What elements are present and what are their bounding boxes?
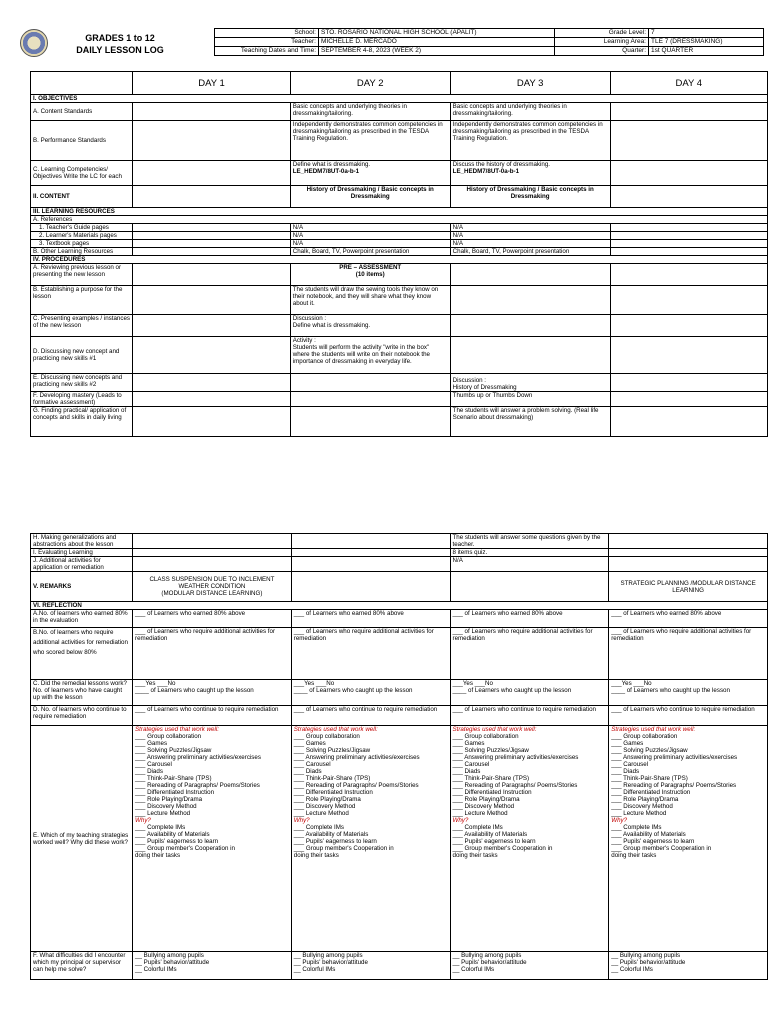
procedure-i-label: I. Evaluating Learning	[31, 549, 133, 557]
reflection-e-day2	[291, 726, 450, 952]
reflection-e-day3	[450, 726, 609, 952]
reflection-b-day3: ___ of Learners who require additional activities for remediation	[450, 628, 609, 680]
procedure-h-day3: The students will answer some questions given by the teacher.	[450, 534, 609, 549]
procedure-c-label: C. Presenting examples / instances of the new lesson	[31, 315, 133, 337]
yes-no-line: ___Yes ___No	[293, 680, 335, 687]
procedure-d-day2: Activity : Students will perform the activity "write in the box" where the students will write on their notebook the importance of dressmaking in everyday life.	[290, 337, 450, 374]
document-title	[60, 32, 180, 56]
procedure-h-label: H. Making generalizations and abstractions about the lesson	[31, 534, 133, 549]
reflection-a-day1: ___ of Learners who earned 80% above	[133, 610, 292, 628]
procedure-a-day2	[290, 264, 450, 286]
yes-no-line: ___Yes ___No	[135, 680, 176, 687]
procedures-heading: IV. PROCEDURES	[31, 256, 768, 264]
content-day3: History of Dressmaking / Basic concepts in Dressmaking	[450, 186, 610, 208]
strategies-list: ___ Group collaboration ___ Games ___ Solving Puzzles/Jigsaw ___ Answering preliminary activities/exercises ___ Carousel ___ Diads ___ Think-Pair-Share (TPS) ___ Rereading of Paragraphs/ Poems/Stories ___ Differentiated Instruction ___ Role Playing/Drama ___ Discovery Method ___ Lecture Method	[135, 733, 261, 817]
procedure-i-day3: 8 items quiz.	[450, 549, 609, 557]
area-value: TLE 7 (DRESSMAKING)	[649, 38, 764, 47]
why-heading: Why?	[452, 817, 469, 824]
procedure-c-day2: Discussion : Define what is dressmaking.	[290, 315, 450, 337]
objectives-heading: I. OBJECTIVES	[31, 95, 768, 103]
reflection-d-day1: ___ of Learners who continue to require remediation	[133, 706, 292, 726]
area-label: Learning Area:	[555, 38, 649, 47]
dates-label: Teaching Dates and Time:	[215, 47, 319, 56]
procedure-a-label: A. Reviewing previous lesson or presenting the new lesson	[31, 264, 133, 286]
competencies-label: C. Learning Competencies/ Objectives Write the LC for each	[31, 161, 133, 186]
header-info-table	[214, 28, 764, 56]
why-heading: Why?	[611, 817, 628, 824]
procedure-b-label: B. Establishing a purpose for the lesson	[31, 286, 133, 315]
caught-up-line: ____ of Learners who caught up the lesson	[135, 687, 254, 694]
teacher-value: MICHELLE D. MERCADO	[319, 38, 555, 47]
quarter-value: 1st QUARTER	[649, 47, 764, 56]
other-resources-day3: Chalk, Board, TV, Powerpoint presentation	[450, 248, 610, 256]
quarter-label: Quarter:	[555, 47, 649, 56]
learners-materials-label: 2. Learner's Materials pages	[31, 232, 133, 240]
textbook-day2: N/A	[290, 240, 450, 248]
title-line-2: DAILY LESSON LOG	[76, 45, 164, 55]
teacher-label: Teacher:	[215, 38, 319, 47]
teachers-guide-day3: N/A	[450, 224, 610, 232]
why-list: ___ Complete IMs ___ Availability of Materials ___ Pupils' eagerness to learn ___ Group member's Cooperation in doing their tasks	[611, 824, 712, 859]
caught-up-line: ____ of Learners who caught up the lesson	[293, 687, 413, 694]
procedure-j-day3: N/A	[450, 557, 609, 572]
learners-materials-day2: N/A	[290, 232, 450, 240]
reflection-c-day1	[133, 680, 292, 706]
strategies-heading: Strategies used that work well:	[135, 726, 219, 733]
reflection-b-day4: ___ of Learners who require additional activities for remediation	[609, 628, 768, 680]
school-label: School:	[215, 29, 319, 38]
pre-assessment-title: PRE – ASSESSMENT	[339, 264, 402, 271]
strategies-heading: Strategies used that work well:	[293, 726, 378, 733]
reflection-d-day3: ___ of Learners who continue to require remediation	[450, 706, 609, 726]
procedure-d-label: D. Discussing new concept and practicing new skills #1	[31, 337, 133, 374]
day-header-row	[31, 72, 768, 95]
reflection-f-day1: __ Bullying among pupils __ Pupils' behavior/attitude __ Colorful IMs	[133, 952, 292, 980]
reflection-c-day2	[291, 680, 450, 706]
lesson-log-table-page1	[30, 71, 768, 437]
procedure-g-label: G. Finding practical/ application of concepts and skills in daily living	[31, 407, 133, 437]
reflection-d-label: D. No. of learners who continue to require remediation	[31, 706, 133, 726]
why-list: ___ Complete IMs ___ Availability of Materials ___ Pupils' eagerness to learn ___ Group member's Cooperation in doing their tasks	[452, 824, 553, 859]
reflection-e-day4	[609, 726, 768, 952]
references-label: A. References	[31, 216, 768, 224]
learners-materials-day3: N/A	[450, 232, 610, 240]
reflection-a-day4: ___ of Learners who earned 80% above	[609, 610, 768, 628]
textbook-label: 3. Textbook pages	[31, 240, 133, 248]
title-line-1: GRADES 1 to 12	[85, 33, 155, 43]
day-1-header: DAY 1	[133, 72, 290, 95]
reflection-b-day1: ___ of Learners who require additional activities for remediation	[133, 628, 292, 680]
textbook-day3: N/A	[450, 240, 610, 248]
competency-text: Discuss the history of dressmaking.	[452, 161, 550, 168]
corner-cell	[31, 72, 133, 95]
content-day2: History of Dressmaking / Basic concepts in Dressmaking	[290, 186, 450, 208]
reflection-heading: VI. REFLECTION	[31, 602, 768, 610]
procedure-b-day2: The students will draw the sewing tools they know on their notebook, and they will share what they know about it.	[290, 286, 450, 315]
deped-seal-icon	[20, 29, 48, 57]
reflection-f-label: F. What difficulties did I encounter which my principal or supervisor can help me solve?	[31, 952, 133, 980]
why-heading: Why?	[293, 817, 310, 824]
strategies-heading: Strategies used that work well:	[452, 726, 537, 733]
reflection-e-label: E. Which of my teaching strategies worked well? Why did these work?	[31, 726, 133, 952]
reflection-d-day2: ___ of Learners who continue to require remediation	[291, 706, 450, 726]
reflection-f-day3: __ Bullying among pupils __ Pupils' behavior/attitude __ Colorful IMs	[450, 952, 609, 980]
reflection-f-day4: __ Bullying among pupils __ Pupils' behavior/attitude __ Colorful IMs	[609, 952, 768, 980]
why-heading: Why?	[135, 817, 151, 824]
reflection-b-day2: ___ of Learners who require additional activities for remediation	[291, 628, 450, 680]
lesson-log-table-page2	[30, 533, 768, 980]
reflection-b-label: B.No. of learners who require additional activities for remediation who scored below 80%	[31, 628, 133, 680]
yes-no-line: ___Yes ___No	[611, 680, 652, 687]
teachers-guide-label: 1. Teacher's Guide pages	[31, 224, 133, 232]
reflection-c-day3	[450, 680, 609, 706]
reflection-d-day4: ___ of Learners who continue to require remediation	[609, 706, 768, 726]
day-3-header: DAY 3	[450, 72, 610, 95]
procedure-g-day3: The students will answer a problem solving. (Real life Scenario about dressmaking)	[450, 407, 610, 437]
reflection-a-label: A.No. of learners who earned 80% in the evaluation	[31, 610, 133, 628]
content-standards-day2: Basic concepts and underlying theories in dressmaking/tailoring.	[290, 103, 450, 121]
yes-no-line: ___Yes ___No	[452, 680, 493, 687]
day-4-header: DAY 4	[610, 72, 767, 95]
caught-up-line: ____ of Learners who caught up the lesson	[452, 687, 572, 694]
content-standards-day3: Basic concepts and underlying theories in dressmaking/tailoring.	[450, 103, 610, 121]
remarks-label: V. REMARKS	[31, 572, 133, 602]
reflection-c-label: C. Did the remedial lessons work? No. of learners who have caught up with the lesson	[31, 680, 133, 706]
procedure-e-label: E. Discussing new concepts and practicing new skills #2	[31, 374, 133, 392]
teachers-guide-day2: N/A	[290, 224, 450, 232]
grade-value: 7	[649, 29, 764, 38]
strategies-list: ___ Group collaboration ___ Games ___ Solving Puzzles/Jigsaw ___ Answering preliminary activities/exercises ___ Carousel ___ Diads ___ Think-Pair-Share (TPS) ___ Rereading of Paragraphs/ Poems/Stories ___ Differentiated Instruction ___ Role Playing/Drama ___ Discovery Method ___ Lecture Method	[293, 733, 420, 817]
pre-assessment-items: (10 items)	[355, 271, 385, 278]
content-standards-label: A. Content Standards	[31, 103, 133, 121]
reflection-e-day1	[133, 726, 292, 952]
other-resources-day2: Chalk, Board, TV, Powerpoint presentation	[290, 248, 450, 256]
procedure-f-label: F. Developing mastery (Leads to formative assessment)	[31, 392, 133, 407]
day-2-header: DAY 2	[290, 72, 450, 95]
why-list: ___ Complete IMs ___ Availability of Materials ___ Pupils' eagerness to learn ___ Group member's Cooperation in doing their tasks	[293, 824, 394, 859]
dates-value: SEPTEMBER 4-8, 2023 (WEEK 2)	[319, 47, 555, 56]
performance-standards-day2: Independently demonstrates common competencies in dressmaking/tailoring as prescribed in the TESDA Training Regulation.	[290, 121, 450, 161]
strategies-list: ___ Group collaboration ___ Games ___ Solving Puzzles/Jigsaw ___ Answering preliminary activities/exercises ___ Carousel ___ Diads ___ Think-Pair-Share (TPS) ___ Rereading of Paragraphs/ Poems/Stories ___ Differentiated Instruction ___ Role Playing/Drama ___ Discovery Method ___ Lecture Method	[452, 733, 579, 817]
reflection-c-day4	[609, 680, 768, 706]
procedure-e-day3: Discussion : History of Dressmaking	[450, 374, 610, 392]
dll-header	[0, 28, 768, 62]
performance-standards-label: B. Performance Standards	[31, 121, 133, 161]
grade-label: Grade Level:	[555, 29, 649, 38]
school-value: STO. ROSARIO NATIONAL HIGH SCHOOL (APALIT)	[319, 29, 555, 38]
competencies-day2	[290, 161, 450, 186]
remarks-day1: CLASS SUSPENSION DUE TO INCLEMENT WEATHER CONDITION (MODULAR DISTANCE LEARNING)	[133, 572, 292, 602]
why-list: ___ Complete IMs ___ Availability of Materials ___ Pupils' eagerness to learn ___ Group member's Cooperation in doing their tasks	[135, 824, 235, 859]
strategies-heading: Strategies used that work well:	[611, 726, 696, 733]
resources-heading: III. LEARNING RESOURCES	[31, 208, 768, 216]
procedure-f-day3: Thumbs up or Thumbs Down	[450, 392, 610, 407]
competencies-day3	[450, 161, 610, 186]
competency-code: LE_HEDM7/8UT-0a-b-1	[452, 168, 520, 175]
competency-code: LE_HEDM7/8UT-0a-b-1	[292, 168, 360, 175]
reflection-f-day2: __ Bullying among pupils __ Pupils' behavior/attitude __ Colorful IMs	[291, 952, 450, 980]
content-heading: II. CONTENT	[31, 186, 133, 208]
performance-standards-day3: Independently demonstrates common competencies in dressmaking/tailoring as prescribed in the TESDA Training Regulation.	[450, 121, 610, 161]
caught-up-line: ____ of Learners who caught up the lesson	[611, 687, 730, 694]
reflection-a-day3: ___ of Learners who earned 80% above	[450, 610, 609, 628]
reflection-a-day2: ___ of Learners who earned 80% above	[291, 610, 450, 628]
procedure-j-label: J. Additional activities for application or remediation	[31, 557, 133, 572]
strategies-list: ___ Group collaboration ___ Games ___ Solving Puzzles/Jigsaw ___ Answering preliminary activities/exercises ___ Carousel ___ Diads ___ Think-Pair-Share (TPS) ___ Rereading of Paragraphs/ Poems/Stories ___ Differentiated Instruction ___ Role Playing/Drama ___ Discovery Method ___ Lecture Method	[611, 733, 738, 817]
competency-text: Define what is dressmaking.	[292, 161, 371, 168]
other-resources-label: B. Other Learning Resources	[31, 248, 133, 256]
remarks-day4: STRATEGIC PLANNING /MODULAR DISTANCE LEARNING	[609, 572, 768, 602]
